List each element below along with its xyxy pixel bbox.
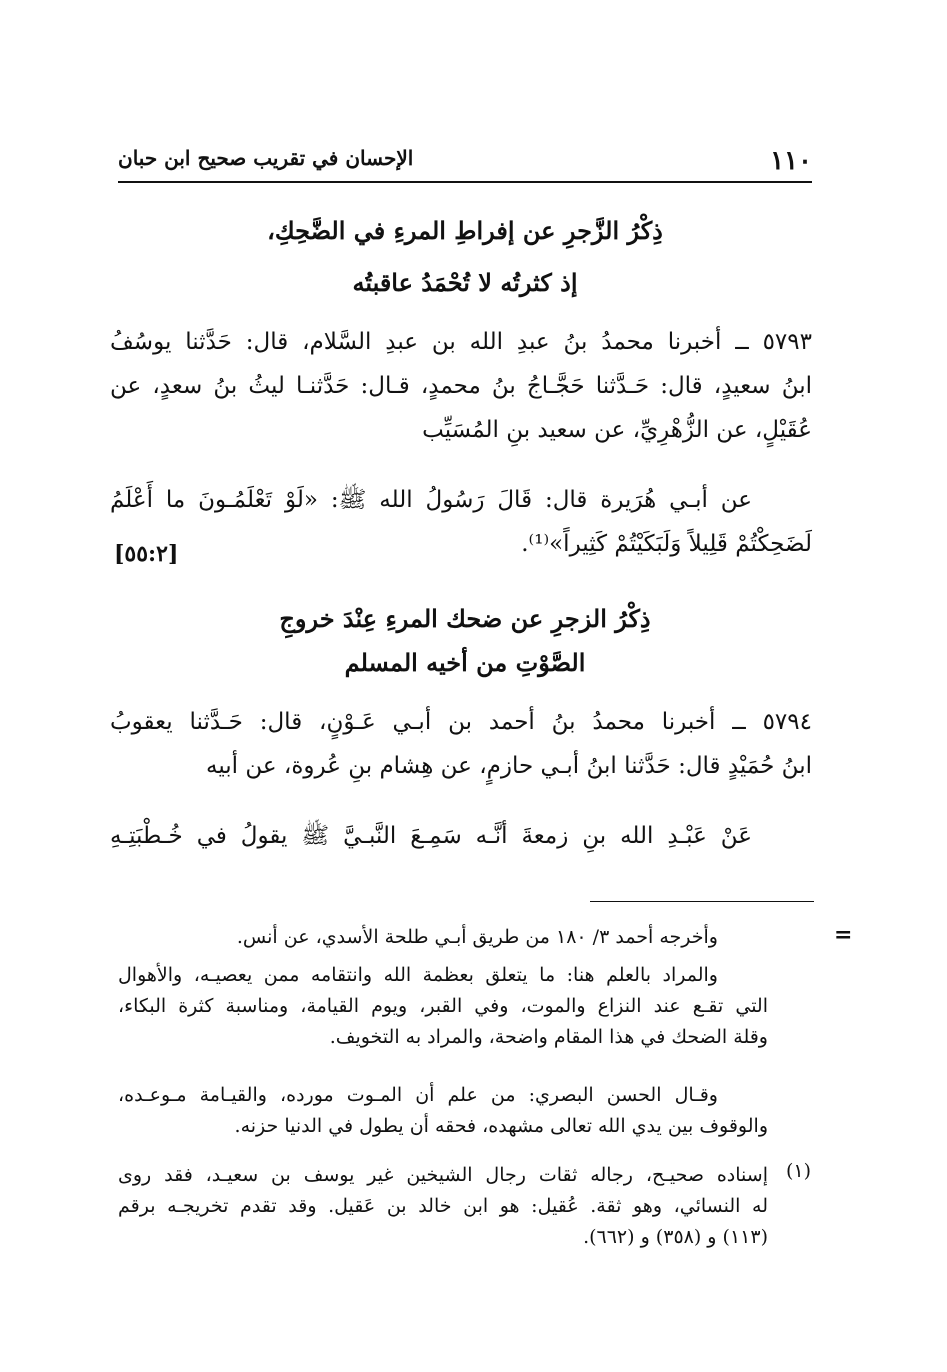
text-line: ٥٧٩٣ ــ أخبرنا محمدُ بنُ عبدِ الله بن عبدِ السَّلام، قال: حَدَّثنا يوسُفُ xyxy=(110,329,812,355)
hadith-isnad xyxy=(110,700,812,788)
text-line: (١١٣) و (٣٥٨) و (٦٦٢). xyxy=(583,1226,768,1248)
footnote-paragraph xyxy=(118,991,768,1053)
footnote-continuation xyxy=(118,922,718,953)
footnote-1 xyxy=(118,1160,768,1253)
text-line: ابنُ حُمَيْدٍ قال: حَدَّثنا ابنُ أبـي حازمٍ، عن هِشام بنِ عُروة، عن أبيه xyxy=(206,753,812,779)
text-line: ابنُ سعيدٍ، قال: حَـدَّثنا حَجَّـاجُ بنُ محمدٍ، قـال: حَدَّثنـا ليثُ بنُ سعدٍ، عن xyxy=(110,373,812,399)
source-reference: [٥٥:٢] xyxy=(114,541,179,567)
hadith-isnad xyxy=(110,320,812,452)
text-line: التي تقـع عند النزاع والموت، وفي القبر، ويوم القيامة، ومناسبة كثرة البكاء، xyxy=(118,995,768,1017)
footnote-number: (١) xyxy=(786,1160,812,1182)
hadith-matn xyxy=(110,478,812,566)
chapter-heading-line: الصَّوْتِ من أخيه المسلم xyxy=(344,648,586,677)
footnote-continuation-marker: = xyxy=(834,922,853,948)
text-line: وقلة الضحك في هذا المقام واضحة، والمراد به التخويف. xyxy=(329,1026,768,1048)
text-line: ٥٧٩٤ ــ أخبرنا محمدُ بنُ أحمد بن أبـي عَـوْنٍ، قال: حَـدَّثنا يعقوبُ xyxy=(110,709,812,735)
chapter-heading-line: ذِكْرُ الزجرِ عن ضحك المرءِ عِنْدَ خروجِ xyxy=(279,604,651,633)
text-line: عُقَيْلٍ، عن الزُّهْرِيِّ، عن سعيد بنِ المُسَيِّب xyxy=(422,417,812,443)
page-number: ١١٠ xyxy=(770,146,812,176)
running-title: الإحسان في تقريب صحيح ابن حبان xyxy=(118,146,414,170)
page-header xyxy=(118,140,812,178)
header-rule xyxy=(118,181,812,183)
hadith-matn xyxy=(110,814,812,858)
text-line: وقـال الحسن البصري: من علم أن المـوت مورده، والقيـامة مـوعـده، xyxy=(118,1084,718,1106)
chapter-heading-line: ذِكْرُ الزَّجرِ عن إفراطِ المرءِ في الضَّحِكِ، xyxy=(267,216,663,245)
text-line: لَضَحِكْتُمْ قَلِيلاً وَلَبَكَيْتُمْ كَثِيراً»⁽¹⁾. xyxy=(521,531,812,557)
text-line: عَنْ عَبْـدِ الله بنِ زمعةَ أنَّـه سَمِـعَ النَّبـيَّ ﷺ يقولُ في خُـطْبَتِـهِ xyxy=(110,823,752,849)
chapter-heading-line: إذ كثرتُه لا تُحْمَدُ عاقبتُه xyxy=(352,268,578,297)
text-line: والوقوف بين يدي الله تعالى مشهده، فحقه أن يطول في الدنيا حزنه. xyxy=(234,1115,768,1137)
footnote-rule xyxy=(590,901,814,902)
text-line: عن أبـي هُرَيرة قال: قَالَ رَسُولُ الله ﷺ: «لَوْ تَعْلَمُـونَ ما أَعْلَمُ xyxy=(110,487,752,513)
footnote-paragraph xyxy=(118,1080,718,1111)
text-line: إسناده صحيـح، رجاله ثقات رجال الشيخين غير يوسف بن سعيـد، فقد روى xyxy=(118,1164,768,1186)
footnote-paragraph xyxy=(118,1111,768,1142)
text-line: له النسائي، وهو ثقة. عُقيل: هو ابن خالد بن عَقيل. وقد تقدم تخريجـه برقم xyxy=(118,1195,768,1217)
text-line: وأخرجه أحمد ٣/ ١٨٠ من طريق أبـي طلحة الأسدي، عن أنس. xyxy=(236,926,718,948)
footnote-paragraph xyxy=(118,960,718,991)
text-line: والمراد بالعلم هنا: ما يتعلق بعظمة الله وانتقامه ممن يعصيـه، والأهوال xyxy=(118,964,718,986)
